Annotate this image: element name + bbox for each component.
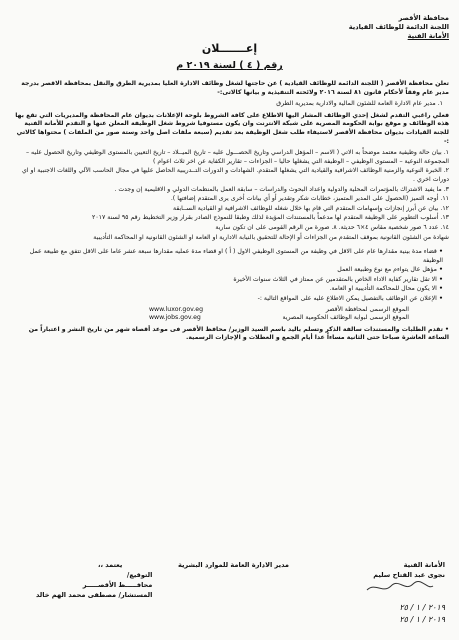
list-item: شهادة من الشئون القانونية بموقف المتقدم من الجزاءات أو الإحالة للتحقيق بالنيابة الادارية او العامة او الشئون القانونية او المحاكمة التأديبية <box>93 233 449 241</box>
condition-text: الا تقل تقارير كفاية الاداء الخاص بالمتقدمين عن ممتاز في الثلاث سنوات الأخيرة <box>233 275 437 283</box>
list-item: ١٢. بيان عن أبرز إنجازات وإسهامات المتقدم التي قام بها خلال شغله للوظائف الاشرافية او القيادية الســابقة <box>173 204 449 212</box>
position-line: ١. مدير عام الادارة العامة للشئون المالية والادارية بمديرية الطرق <box>276 100 443 108</box>
governor-title: محافـــــظ الأقصـــــر <box>82 581 153 589</box>
condition-text: الإعلان عن الوظائف بالتفصيل يمكن الاطلاع عليه على المواقع التالية :- <box>257 295 437 303</box>
hr-title: مدير الادارة العامة للموارد البشرية <box>177 561 289 569</box>
list-item: • مؤهل عال يتواءم مع نوع وطبيعة العمل <box>337 266 443 274</box>
list-item: ٢. الخبرة النوعية والزمنية الوظائف الاشرافية والقيادية التي يشغلها المتقدم. الشهادات و الدورات التــدريبية الحاصل عليها في مجال الحاسب الآلي واللغات الاجنبية او اي دورات اخري . <box>22 167 449 183</box>
list-item: ١. بيان حالة وظيفية معتمد موضحاً به الاتي ( الاسم – المؤهل الدراسي وتاريخ الحصـــول عليه – تاريخ الميــلاد – تاريخ التعيين بالمستوى الوظيفي وتاريخ الحصول عليه – المجموعة النوعية – المستوى الوظيفي – الوظيفة التي يشغلها حاليا – الجزاءات – تقارير الكفاية عن اخر ثلاث اعوام ) <box>25 149 449 165</box>
announcement-number: رقم ( ٤ ) لسنة ٢٠١٩ م <box>176 60 283 71</box>
closing-paragraph: • تقدم الطلبات والمستندات سالفة الذكر وتسلم باليد باسم السيد الوزير/ محافظ الأقصر فى موعد أقصاه شهر من تاريخ النشر و اعتباراً من الساعة العاشرة صباحا حتى الثانية مساءاً عدا أيام الجمع و العطلات و الإجازات الرسمية. <box>28 325 449 342</box>
handwritten-dates <box>399 602 445 626</box>
list-item: ١٤. عدد ٦ صور شخصية مقاس ٤×٦ حديثة. ٨. صورة من الرقم القومى على ان تكون سارية <box>215 223 449 231</box>
condition-text: الا يكون محال للمحاكمة التأديبية او العامة. <box>329 285 437 293</box>
list-item: • الا تقل تقارير كفاية الاداء الخاص بالمتقدمين عن ممتاز في الثلاث سنوات الأخيرة <box>233 275 443 283</box>
secretariat-signature-block <box>365 560 445 594</box>
letterhead-committee: اللجنة الدائمة للوظائف القيادية <box>348 23 449 31</box>
condition-text: مؤهل عال يتواءم مع نوع وطبيعة العمل <box>337 266 437 274</box>
letterhead-governorate: محافظة الأقصر <box>398 14 449 22</box>
handwritten-signature <box>365 580 435 594</box>
website-link[interactable]: www.jobs.gov.eg <box>149 314 201 322</box>
condition-text: قضاء مدة بينية مقدارها عام على الاقل في وظيفة من المستوى الوظيفي الاول ( أ ) او قضاء مدة عمليه مقدارها سبعة عشر عاما على الاقل تتفق مع طبيعة عمل الوظيفة <box>29 248 443 264</box>
website-row <box>149 306 409 315</box>
handwritten-date: ٢٠١٩ / ١ / ٢٥ <box>399 615 445 624</box>
secretariat-name: نجوى عبد الفتاح سليم <box>373 571 445 579</box>
governor-name: المستشار/ مصطفى محمد الهم خالد <box>36 591 153 599</box>
conditions-list <box>10 248 443 304</box>
list-item: • الإعلان عن الوظائف بالتفصيل يمكن الاطلاع عليه على المواقع التالية :- <box>257 295 443 303</box>
hr-signature-block <box>178 560 289 570</box>
handwritten-date: ٢٠١٩ / ١ / ٢٥ <box>399 603 445 612</box>
requirements-paragraph: فعلي راغبي التقدم لشغل إحدي الوظائف المشار اليها الاطلاع على كافة الشروط بلوحة الإعلانات بديوان عام المحافظة والمديريات التي تقع بها هذه الوظائف و موقع بوابة الحكومة المصرية على شبكة الانترنت وان يكون مستوفيا شروط شغل الوظيفة المعلن عنها و التقدم للأمانة الفنية للجنة القيادات بديوان محافظة الأقصر لاستيفاء طلب شغل الوظيفة بعد تقديم (سبعة ملفات اصل واحد وستة صور من الملفات ) محتواها كالاتي :- <box>15 111 449 145</box>
page-title: إعـــــــلان <box>201 42 258 55</box>
list-item: ١٣. أسلوب التطوير على الوظيفة المتقدم لها مدعماً بالمستندات المؤيدة لذلك وطبقا للنموذج الصادر بقرار وزير التخطيط رقم ٩٥ لسنة ٢٠١٧ <box>92 214 449 222</box>
website-link[interactable]: www.luxor.gov.eg <box>149 305 204 313</box>
websites <box>10 306 409 323</box>
list-item: ٣. ما يفيد الاشتراك بالمؤتمرات المحلية والدولية واعداد البحوث والدراسات – سابقة العمل بالمنظمات الدولي و الاقليمية إن وجدت . <box>114 185 449 193</box>
document-list <box>10 149 449 242</box>
governor-signature-block <box>36 560 152 600</box>
website-label: الموقع الرسمى لمحافظة الأقصر <box>325 305 409 313</box>
website-label: الموقع الرسمى لبوابة الوظائف الحكومية المصرية <box>282 314 409 322</box>
list-item: • الا يكون محال للمحاكمة التأديبية او العامة. <box>329 285 443 293</box>
approval-label: يعتمد ،، <box>97 561 123 569</box>
letterhead <box>349 14 449 41</box>
announcement-body <box>10 80 449 346</box>
letterhead-secretariat: الأمانة الفنية <box>407 32 449 40</box>
list-item: ١١. أوجه التميز (الحصول على المدير المتميز، خطابات شكر وتقدير أو أي بيانات أخرى يرى المتقدم إضافتها ). <box>170 195 449 203</box>
website-row <box>149 314 409 323</box>
secretariat-title: الأمانة الفنية <box>403 561 445 569</box>
signature-label: التوقيع/ <box>126 571 153 579</box>
closing-text: تقدم الطلبات والمستندات سالفة الذكر وتسلم باليد باسم السيد الوزير/ محافظ الأقصر فى موعد أقصاه شهر من تاريخ النشر و اعتباراً من الساعة العاشرة صباحا حتى الثانية مساءاً عدا أيام الجمع و العطلات و الإجازات الرسمية. <box>28 325 449 342</box>
list-item: • قضاء مدة بينية مقدارها عام على الاقل في وظيفة من المستوى الوظيفي الاول ( أ ) او قضاء مدة عمليه مقدارها سبعة عشر عاما على الاقل تتفق مع طبيعة عمل الوظيفة <box>29 248 443 264</box>
intro-paragraph: تعلن محافظة الأقصر ( اللجنة الدائمة للوظائف القيادية ) عن حاجتها لشغل وظائف الادارة العليا بمديرية الطرق والنقل بمحافظة الاقصر بدرجة مدير عام وفقاً لأحكام قانون ٨١ لسنة ٢٠١٦ ولائحته التنفيذية و بيانها كالاتى:- <box>21 80 449 96</box>
